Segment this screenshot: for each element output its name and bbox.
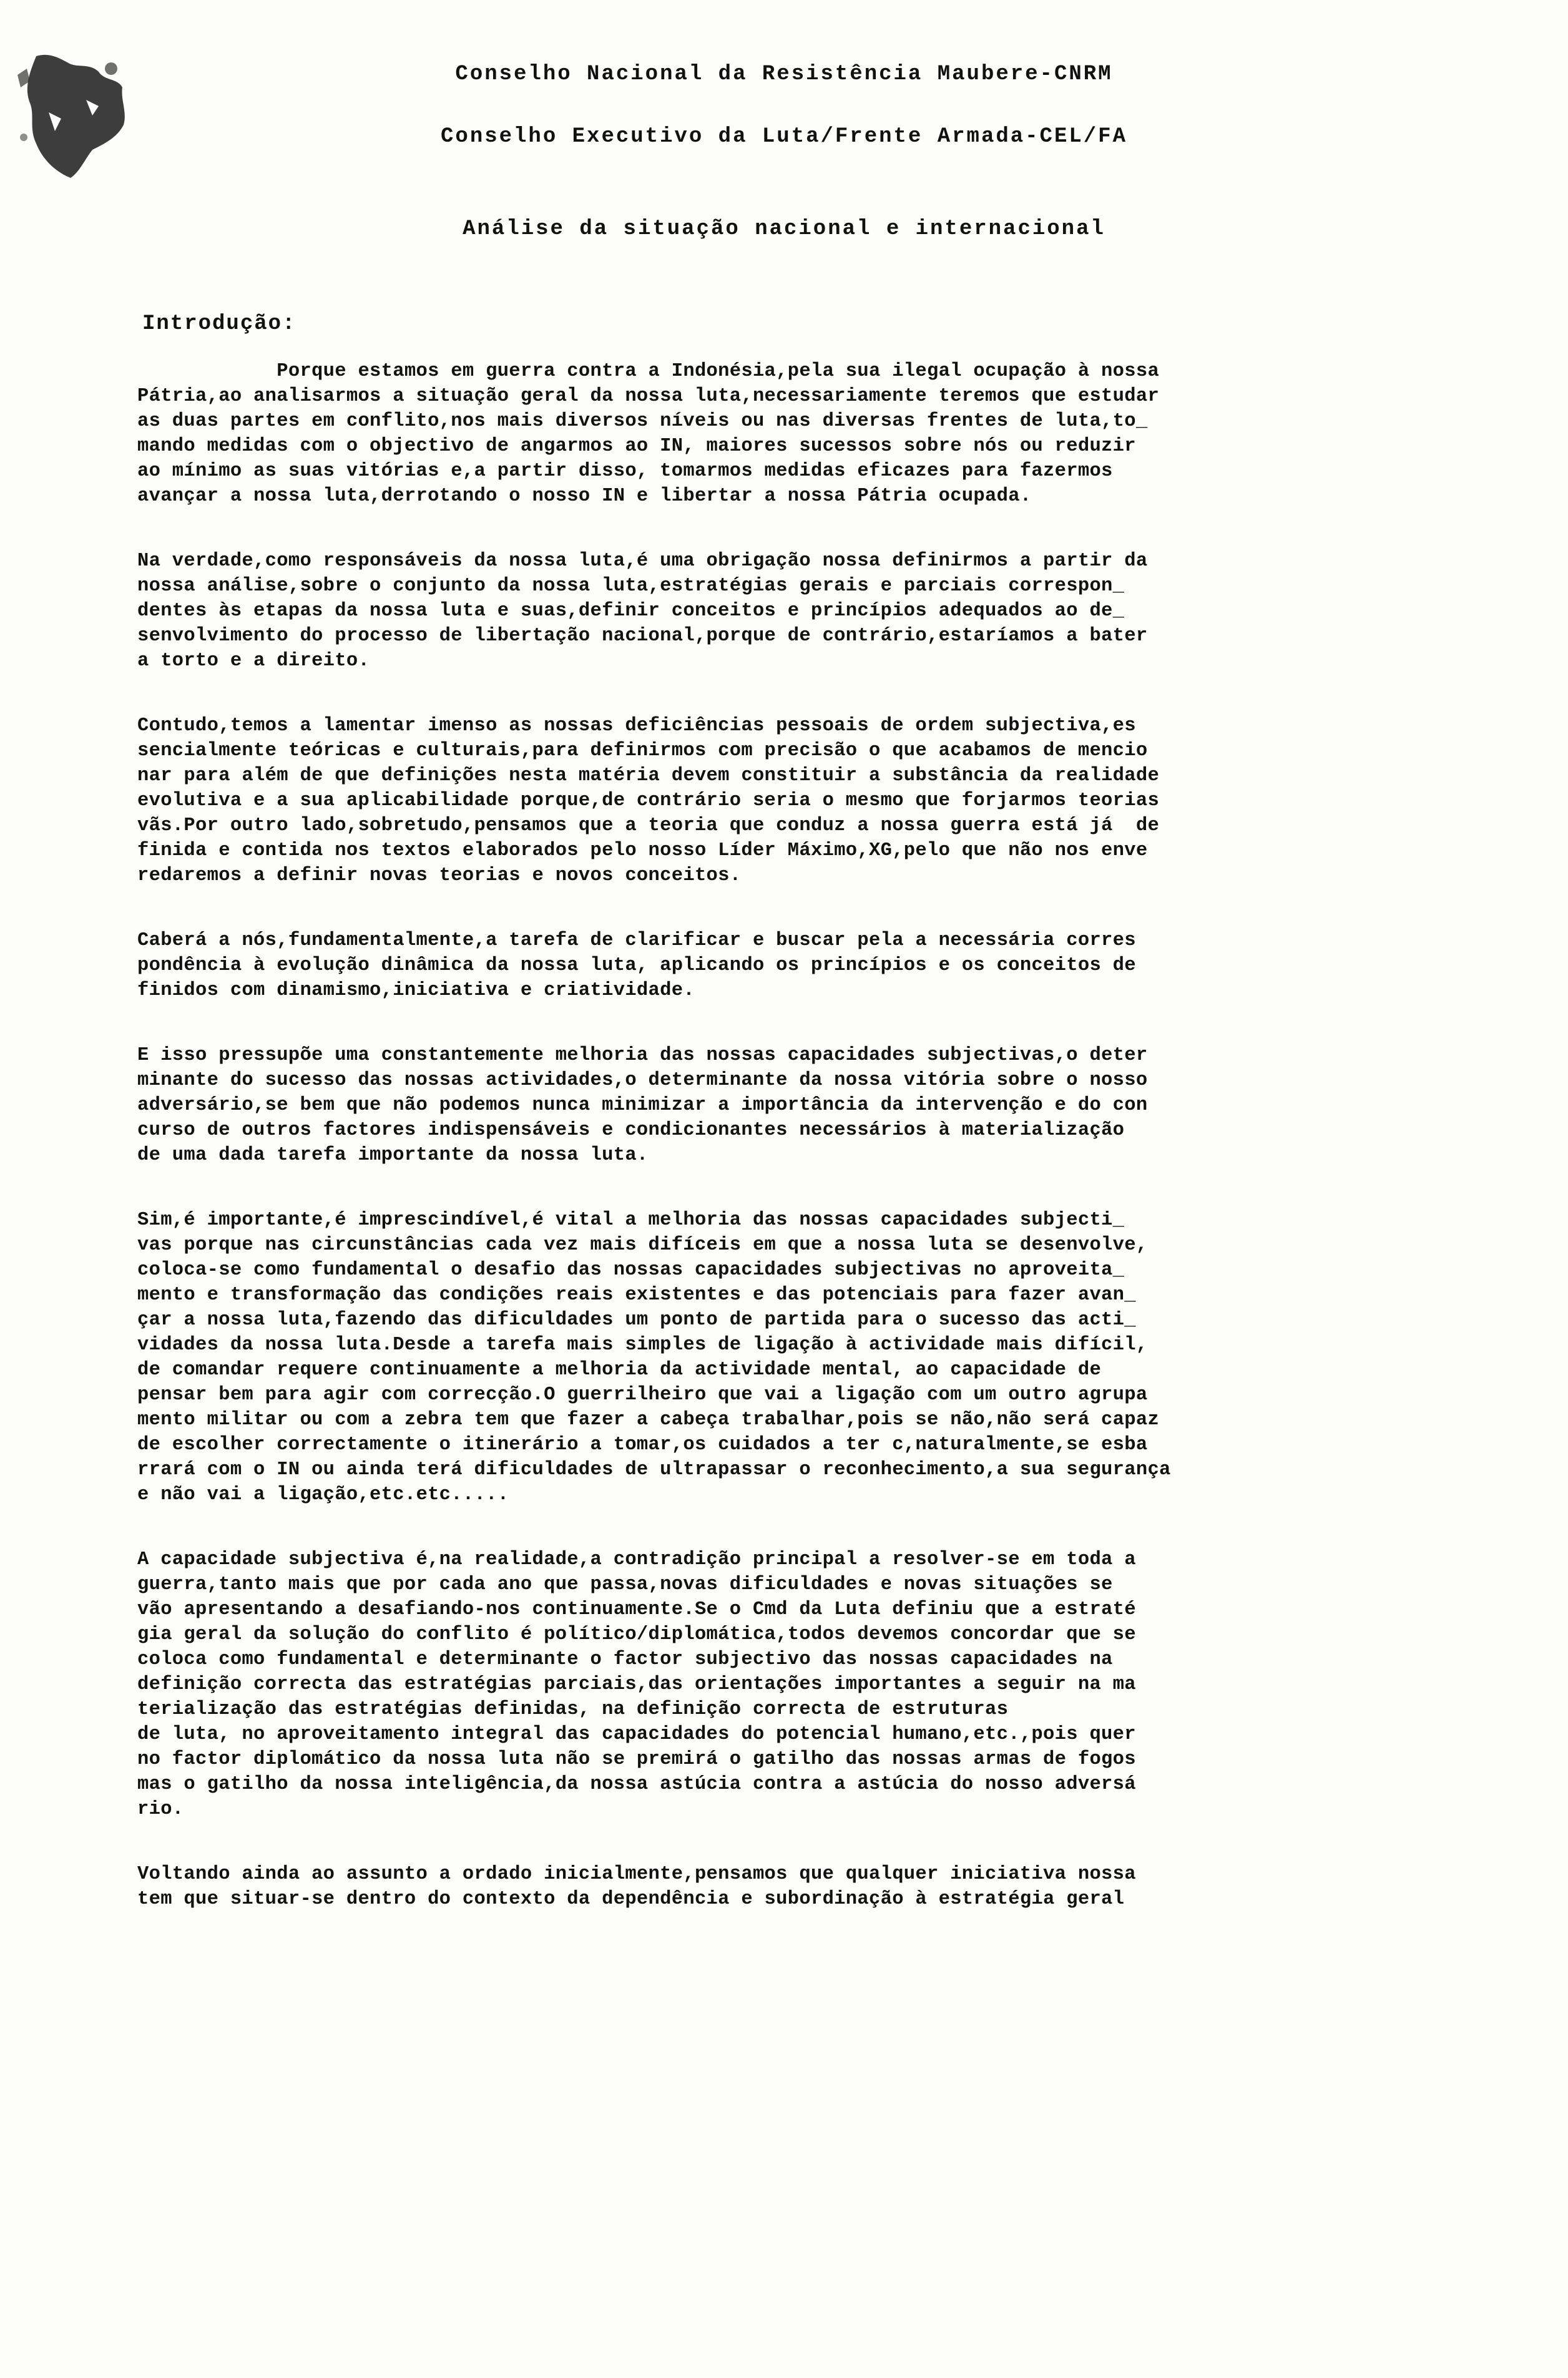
text-line: mento militar ou com a zebra tem que fazer a cabeça trabalhar,pois se não,não será capaz bbox=[137, 1409, 1160, 1431]
text-line: Pátria,ao analisarmos a situação geral da nossa luta,necessariamente teremos que estudar bbox=[137, 386, 1160, 407]
text-line: Sim,é importante,é imprescindível,é vital a melhoria das nossas capacidades subjecti_ bbox=[137, 1210, 1125, 1231]
text-line: de comandar requere continuamente a melhoria da actividade mental, ao capacidade de bbox=[137, 1359, 1102, 1381]
text-line: vão apresentando a desafiando-nos continuamente.Se o Cmd da Luta definiu que a estraté bbox=[137, 1599, 1136, 1620]
text-line: Caberá a nós,fundamentalmente,a tarefa de clarificar e buscar pela a necessária corres bbox=[137, 930, 1136, 951]
text-line: rrará com o IN ou ainda terá dificuldades de ultrapassar o reconhecimento,a sua segurança bbox=[137, 1459, 1171, 1480]
document-body bbox=[137, 359, 1504, 1952]
text-line: no factor diplomático da nossa luta não se premirá o gatilho das nossas armas de fogos bbox=[137, 1749, 1136, 1770]
header-council-line: Conselho Executivo da Luta/Frente Armada-CEL/FA bbox=[441, 125, 1127, 149]
header-organization-line: Conselho Nacional da Resistência Maubere-CNRM bbox=[455, 62, 1113, 86]
paragraph bbox=[137, 549, 1504, 673]
text-line: çar a nossa luta,fazendo das dificuldades um ponto de partida para o sucesso das acti_ bbox=[137, 1309, 1136, 1331]
text-line: Contudo,temos a lamentar imenso as nossas deficiências pessoais de ordem subjectiva,es bbox=[137, 715, 1136, 736]
text-line: de escolher correctamente o itinerário a tomar,os cuidados a ter c,naturalmente,se esba bbox=[137, 1434, 1148, 1456]
text-line: a torto e a direito. bbox=[137, 650, 370, 672]
text-line: minante do sucesso das nossas actividades,o determinante da nossa vitória sobre o nosso bbox=[137, 1070, 1148, 1091]
text-line: dentes às etapas da nossa luta e suas,definir conceitos e princípios adequados ao de_ bbox=[137, 600, 1125, 622]
text-line: terialização das estratégias definidas, na definição correcta de estruturas bbox=[137, 1699, 1009, 1720]
paragraph bbox=[137, 1547, 1504, 1822]
document-title: Análise da situação nacional e internacional bbox=[463, 217, 1105, 241]
text-line: tem que situar-se dentro do contexto da dependência e subordinação à estratégia geral bbox=[137, 1889, 1125, 1910]
text-line: vas porque nas circunstâncias cada vez mais difíceis em que a nossa luta se desenvolve, bbox=[137, 1235, 1148, 1256]
text-line: vãs.Por outro lado,sobretudo,pensamos que a teoria que conduz a nossa guerra está já de bbox=[137, 815, 1160, 836]
text-line: de uma dada tarefa importante da nossa luta. bbox=[137, 1145, 649, 1166]
text-line: nar para além de que definições nesta matéria devem constituir a substância da realidade bbox=[137, 765, 1160, 786]
text-line: senvolvimento do processo de libertação nacional,porque de contrário,estaríamos a bater bbox=[137, 625, 1148, 647]
text-line: pensar bem para agir com correcção.O guerrilheiro que vai a ligação com um outro agrupa bbox=[137, 1384, 1148, 1406]
paragraph bbox=[137, 713, 1504, 888]
text-line: Porque estamos em guerra contra a Indonésia,pela sua ilegal ocupação à nossa bbox=[137, 361, 1160, 382]
text-line: mando medidas com o objectivo de angarmos ao IN, maiores sucessos sobre nós ou reduzir bbox=[137, 436, 1136, 457]
text-line: mas o gatilho da nossa inteligência,da nossa astúcia contra a astúcia do nosso adversá bbox=[137, 1774, 1136, 1795]
text-line: sencialmente teóricas e culturais,para definirmos com precisão o que acabamos de mencio bbox=[137, 740, 1148, 761]
text-line: coloca como fundamental e determinante o factor subjectivo das nossas capacidades na bbox=[137, 1649, 1113, 1670]
text-line: coloca-se como fundamental o desafio das nossas capacidades subjectivas no aproveita_ bbox=[137, 1260, 1125, 1281]
text-line: Voltando ainda ao assunto a ordado inicialmente,pensamos que qualquer iniciativa nossa bbox=[137, 1864, 1136, 1885]
text-line: redaremos a definir novas teorias e novos conceitos. bbox=[137, 865, 742, 886]
text-line: vidades da nossa luta.Desde a tarefa mais simples de ligação à actividade mais difícil, bbox=[137, 1334, 1148, 1356]
text-line: rio. bbox=[137, 1799, 184, 1820]
text-line: gia geral da solução do conflito é político/diplomática,todos devemos concordar que se bbox=[137, 1624, 1136, 1645]
text-line: guerra,tanto mais que por cada ano que passa,novas dificuldades e novas situações se bbox=[137, 1574, 1113, 1595]
text-line: e não vai a ligação,etc.etc..... bbox=[137, 1484, 509, 1505]
text-line: avançar a nossa luta,derrotando o nosso IN e libertar a nossa Pátria ocupada. bbox=[137, 486, 1032, 507]
introduction-heading: Introdução: bbox=[142, 312, 296, 336]
text-line: E isso pressupõe uma constantemente melhoria das nossas capacidades subjectivas,o deter bbox=[137, 1045, 1148, 1066]
paragraph bbox=[137, 1208, 1504, 1507]
text-line: as duas partes em conflito,nos mais diversos níveis ou nas diversas frentes de luta,to_ bbox=[137, 411, 1148, 432]
text-line: finidos com dinamismo,iniciativa e criatividade. bbox=[137, 980, 695, 1001]
paragraph bbox=[137, 1862, 1504, 1912]
text-line: definição correcta das estratégias parciais,das orientações importantes a seguir na ma bbox=[137, 1674, 1136, 1695]
text-line: ao mínimo as suas vitórias e,a partir disso, tomarmos medidas eficazes para fazermos bbox=[137, 461, 1113, 482]
paragraph bbox=[137, 928, 1504, 1003]
text-line: pondência à evolução dinâmica da nossa luta, aplicando os princípios e os conceitos de bbox=[137, 955, 1136, 976]
text-line: adversário,se bem que não podemos nunca minimizar a importância da intervenção e do con bbox=[137, 1095, 1148, 1116]
paragraph bbox=[137, 359, 1504, 509]
paragraph bbox=[137, 1043, 1504, 1168]
text-line: A capacidade subjectiva é,na realidade,a contradição principal a resolver-se em toda a bbox=[137, 1549, 1136, 1570]
text-line: curso de outros factores indispensáveis e condicionantes necessários à materialização bbox=[137, 1120, 1125, 1141]
text-line: nossa análise,sobre o conjunto da nossa luta,estratégias gerais e parciais correspon_ bbox=[137, 575, 1125, 597]
text-line: mento e transformação das condições reais existentes e das potenciais para fazer avan_ bbox=[137, 1284, 1136, 1306]
text-line: Na verdade,como responsáveis da nossa luta,é uma obrigação nossa definirmos a partir da bbox=[137, 550, 1148, 572]
text-line: de luta, no aproveitamento integral das capacidades do potencial humano,etc.,pois quer bbox=[137, 1724, 1136, 1745]
text-line: finida e contida nos textos elaborados pelo nosso Líder Máximo,XG,pelo que não nos enve bbox=[137, 840, 1148, 861]
text-line: evolutiva e a sua aplicabilidade porque,de contrário seria o mesmo que forjarmos teorias bbox=[137, 790, 1160, 811]
